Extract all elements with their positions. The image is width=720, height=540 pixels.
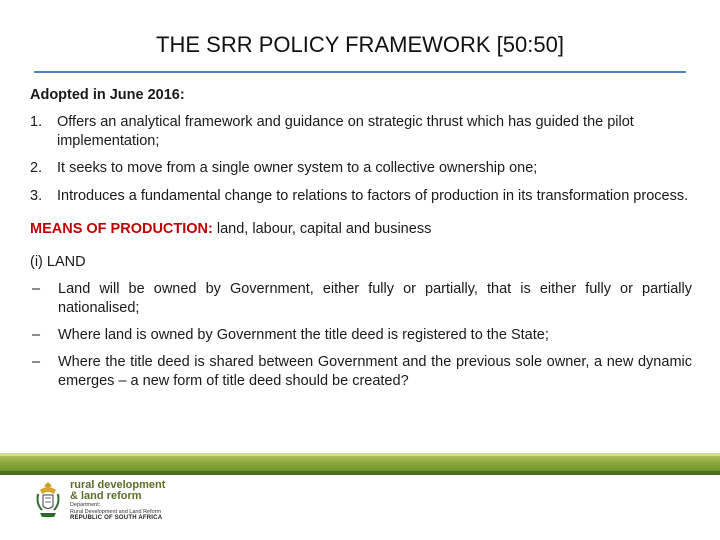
means-label: MEANS OF PRODUCTION:: [30, 220, 213, 237]
means-of-production: [30, 220, 692, 239]
list-number: 2.: [30, 160, 43, 177]
list-number: 1.: [30, 114, 43, 131]
land-heading: (i) LAND: [30, 253, 86, 270]
list-item-text: It seeks to move from a single owner system to a collective ownership one;: [57, 160, 538, 177]
list-item-text: Where the title deed is shared between Government and the previous sole owner, a new dynamic emerges – a new form of title deed should be created?: [58, 354, 692, 390]
department-logo: [28, 478, 188, 528]
logo-line-1: rural development: [70, 479, 166, 491]
dash-bullet: –: [32, 327, 41, 344]
list-item: [30, 113, 692, 151]
logo-department-name: Rural Development and Land Reform: [70, 508, 162, 515]
list-item-text: Offers an analytical framework and guidance on strategic thrust which has guided the pilot implementation;: [57, 114, 634, 150]
list-item: [30, 187, 692, 206]
list-item: [30, 159, 692, 178]
logo-text: [70, 480, 165, 522]
logo-country: REPUBLIC OF SOUTH AFRICA: [70, 515, 163, 521]
list-item: [30, 280, 692, 318]
logo-department-label: Department:: [70, 502, 101, 508]
land-list: [30, 280, 692, 392]
numbered-list: [30, 113, 692, 206]
coat-of-arms-icon: [34, 480, 62, 520]
list-item: [30, 326, 692, 345]
slide-title: THE SRR POLICY FRAMEWORK [50:50]: [156, 32, 564, 57]
list-item-text: Introduces a fundamental change to relations to factors of production in its transformation process.: [57, 187, 689, 204]
list-item: [30, 353, 692, 391]
slide-body: [30, 86, 692, 400]
dash-bullet: –: [32, 354, 41, 371]
logo-line-2: & land reform: [70, 490, 142, 502]
title-underline: [34, 71, 686, 73]
dash-bullet: –: [32, 280, 41, 297]
list-item-text: Land will be owned by Government, either fully or partially, that is either fully or partially nationalised;: [58, 280, 692, 316]
list-item-text: Where land is owned by Government the title deed is registered to the State;: [58, 327, 549, 344]
means-text: land, labour, capital and business: [212, 220, 432, 237]
adopted-heading: Adopted in June 2016:: [30, 87, 185, 103]
footer-band: [0, 453, 720, 475]
list-number: 3.: [30, 187, 43, 204]
